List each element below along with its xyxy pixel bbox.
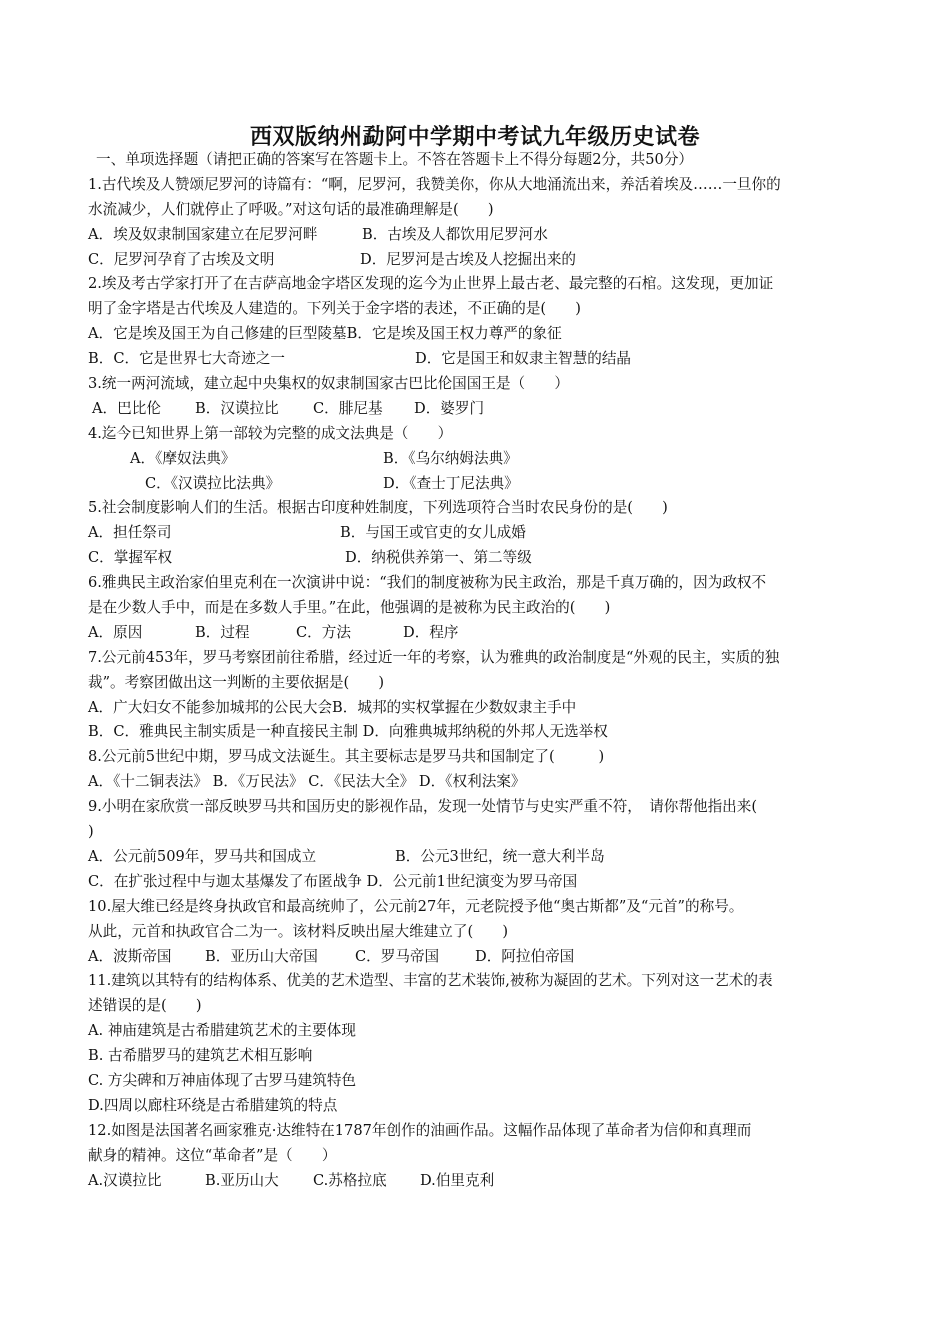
q1-stem: 1.古代埃及人赞颂尼罗河的诗篇有：“啊，尼罗河，我赞美你，你从大地涌流出来，养活着埃及……一旦你的	[88, 175, 781, 193]
q6-option-c: C．方法	[296, 623, 351, 641]
q4-option-c: C．《汉谟拉比法典》	[145, 474, 281, 492]
q10-option-d: D．阿拉伯帝国	[475, 947, 575, 965]
q2-option-d: D．它是国王和奴隶主智慧的结晶	[415, 350, 632, 368]
q10-option-c: C．罗马帝国	[355, 947, 440, 965]
q6-option-d: D．程序	[403, 623, 459, 641]
q10-stem: 从此，元首和执政官合二为一。该材料反映出屋大维建立了( )	[88, 922, 509, 940]
q10-stem: 10.屋大维已经是终身执政官和最高统帅了，公元前27年，元老院授予他“奥古斯都”及“元首”的称号。	[88, 897, 744, 915]
q3-option-a: A．巴比伦	[92, 399, 161, 417]
q1-option-a: A．埃及奴隶制国家建立在尼罗河畔	[88, 225, 318, 243]
q6-option-b: B．过程	[195, 623, 250, 641]
q7-stem: 裁”。考察团做出这一判断的主要依据是( )	[88, 673, 385, 691]
q3-option-c: C．腓尼基	[313, 399, 383, 417]
q5-stem: 5.社会制度影响人们的生活。根据古印度种姓制度，下列选项符合当时农民身份的是( )	[88, 499, 668, 517]
q5-option-c: C．掌握军权	[88, 549, 173, 567]
q7-stem: 7.公元前453年，罗马考察团前往希腊，经过近一年的考察，认为雅典的政治制度是“外观的民主，实质的独	[88, 648, 780, 666]
q5-option-d: D．纳税供养第一、第二等级	[345, 549, 532, 567]
q2-stem: 2.埃及考古学家打开了在吉萨高地金字塔区发现的迄今为止世界上最古老、最完整的石棺。这发现，更加证	[88, 275, 774, 293]
q11-option-b: B. 古希腊罗马的建筑艺术相互影响	[88, 1047, 313, 1065]
q2-option-c: B．C．它是世界七大奇迹之一	[88, 350, 286, 368]
q11-option-a: A. 神庙建筑是古希腊建筑艺术的主要体现	[88, 1022, 356, 1040]
q8-stem: 8.公元前5世纪中期，罗马成文法诞生。其主要标志是罗马共和国制定了( )	[88, 748, 605, 766]
q12-option-b: B.亚历山大	[205, 1171, 279, 1189]
q12-stem: 献身的精神。这位“革命者”是（ ）	[88, 1146, 337, 1164]
q11-option-c: C. 方尖碑和万神庙体现了古罗马建筑特色	[88, 1071, 357, 1089]
q2-option-ab: A．它是埃及国王为自己修建的巨型陵墓B．它是埃及国王权力尊严的象征	[88, 325, 562, 343]
q6-stem: 6.雅典民主政治家伯里克利在一次演讲中说：“我们的制度被称为民主政治，那是千真万确的，因为政权不	[88, 574, 767, 592]
q11-stem: 11.建筑以其特有的结构体系、优美的艺术造型、丰富的艺术装饰,被称为凝固的艺术。下列对这一艺术的表	[88, 972, 773, 990]
q4-option-a: A．《摩奴法典》	[130, 449, 236, 467]
q9-stem: 9.小明在家欣赏一部反映罗马共和国历史的影视作品，发现一处情节与史实严重不符， 请你帮他指出来(	[88, 798, 758, 816]
exam-title: 西双版纳州勐阿中学期中考试九年级历史试卷	[249, 125, 700, 150]
q7-option-cd: B．C．雅典民主制实质是一种直接民主制 D．向雅典城邦纳税的外邦人无选举权	[88, 723, 608, 741]
q1-stem: 水流减少，人们就停止了呼吸。”对这句话的最准确理解是( )	[88, 200, 494, 218]
q12-option-a: A.汉谟拉比	[88, 1171, 162, 1189]
exam-body	[88, 148, 878, 1193]
q5-option-b: B．与国王或官吏的女儿成婚	[340, 524, 526, 542]
section-heading: 一、单项选择题（请把正确的答案写在答题卡上。不答在答题卡上不得分每题2分，共50分）	[96, 151, 694, 168]
q8-options: A．《十二铜表法》 B．《万民法》 C．《民法大全》 D．《权利法案》	[88, 773, 526, 791]
q11-stem: 述错误的是( )	[88, 997, 202, 1015]
q1-option-d: D．尼罗河是古埃及人挖掘出来的	[360, 250, 577, 268]
q9-option-a: A．公元前509年，罗马共和国成立	[88, 847, 317, 865]
q7-option-ab: A．广大妇女不能参加城邦的公民大会B．城邦的实权掌握在少数奴隶主手中	[88, 698, 577, 716]
q2-stem: 明了金字塔是古代埃及人建造的。下列关于金字塔的表述，不正确的是( )	[88, 300, 581, 318]
q10-option-a: A．波斯帝国	[88, 947, 172, 965]
q12-option-d: D.伯里克利	[420, 1171, 495, 1189]
q12-stem: 12.如图是法国著名画家雅克·达维特在1787年创作的油画作品。这幅作品体现了革命者为信仰和真理而	[88, 1121, 752, 1139]
q4-option-d: D．《查士丁尼法典》	[383, 474, 519, 492]
q5-option-a: A．担任祭司	[88, 524, 172, 542]
q10-option-b: B．亚历山大帝国	[205, 947, 318, 965]
q6-stem: 是在少数人手中，而是在多数人手里。”在此，他强调的是被称为民主政治的( )	[88, 599, 611, 617]
q4-option-b: B．《乌尔纳姆法典》	[383, 449, 518, 467]
q3-option-d: D．婆罗门	[414, 399, 485, 417]
q4-stem: 4.迄今已知世界上第一部较为完整的成文法典是（ ）	[88, 424, 453, 442]
q9-stem: )	[88, 823, 94, 841]
q3-option-b: B．汉谟拉比	[195, 399, 279, 417]
q9-option-cd: C．在扩张过程中与迦太基爆发了布匿战争 D．公元前1世纪演变为罗马帝国	[88, 872, 578, 890]
q9-option-b: B．公元3世纪，统一意大利半岛	[395, 847, 605, 865]
q3-stem: 3.统一两河流域，建立起中央集权的奴隶制国家古巴比伦国国王是（ ）	[88, 375, 569, 393]
q12-option-c: C.苏格拉底	[313, 1171, 387, 1189]
q6-option-a: A．原因	[88, 623, 143, 641]
q1-option-c: C．尼罗河孕育了古埃及文明	[88, 250, 275, 268]
q1-option-b: B．古埃及人都饮用尼罗河水	[362, 225, 548, 243]
q11-option-d: D.四周以廊柱环绕是古希腊建筑的特点	[88, 1096, 338, 1114]
